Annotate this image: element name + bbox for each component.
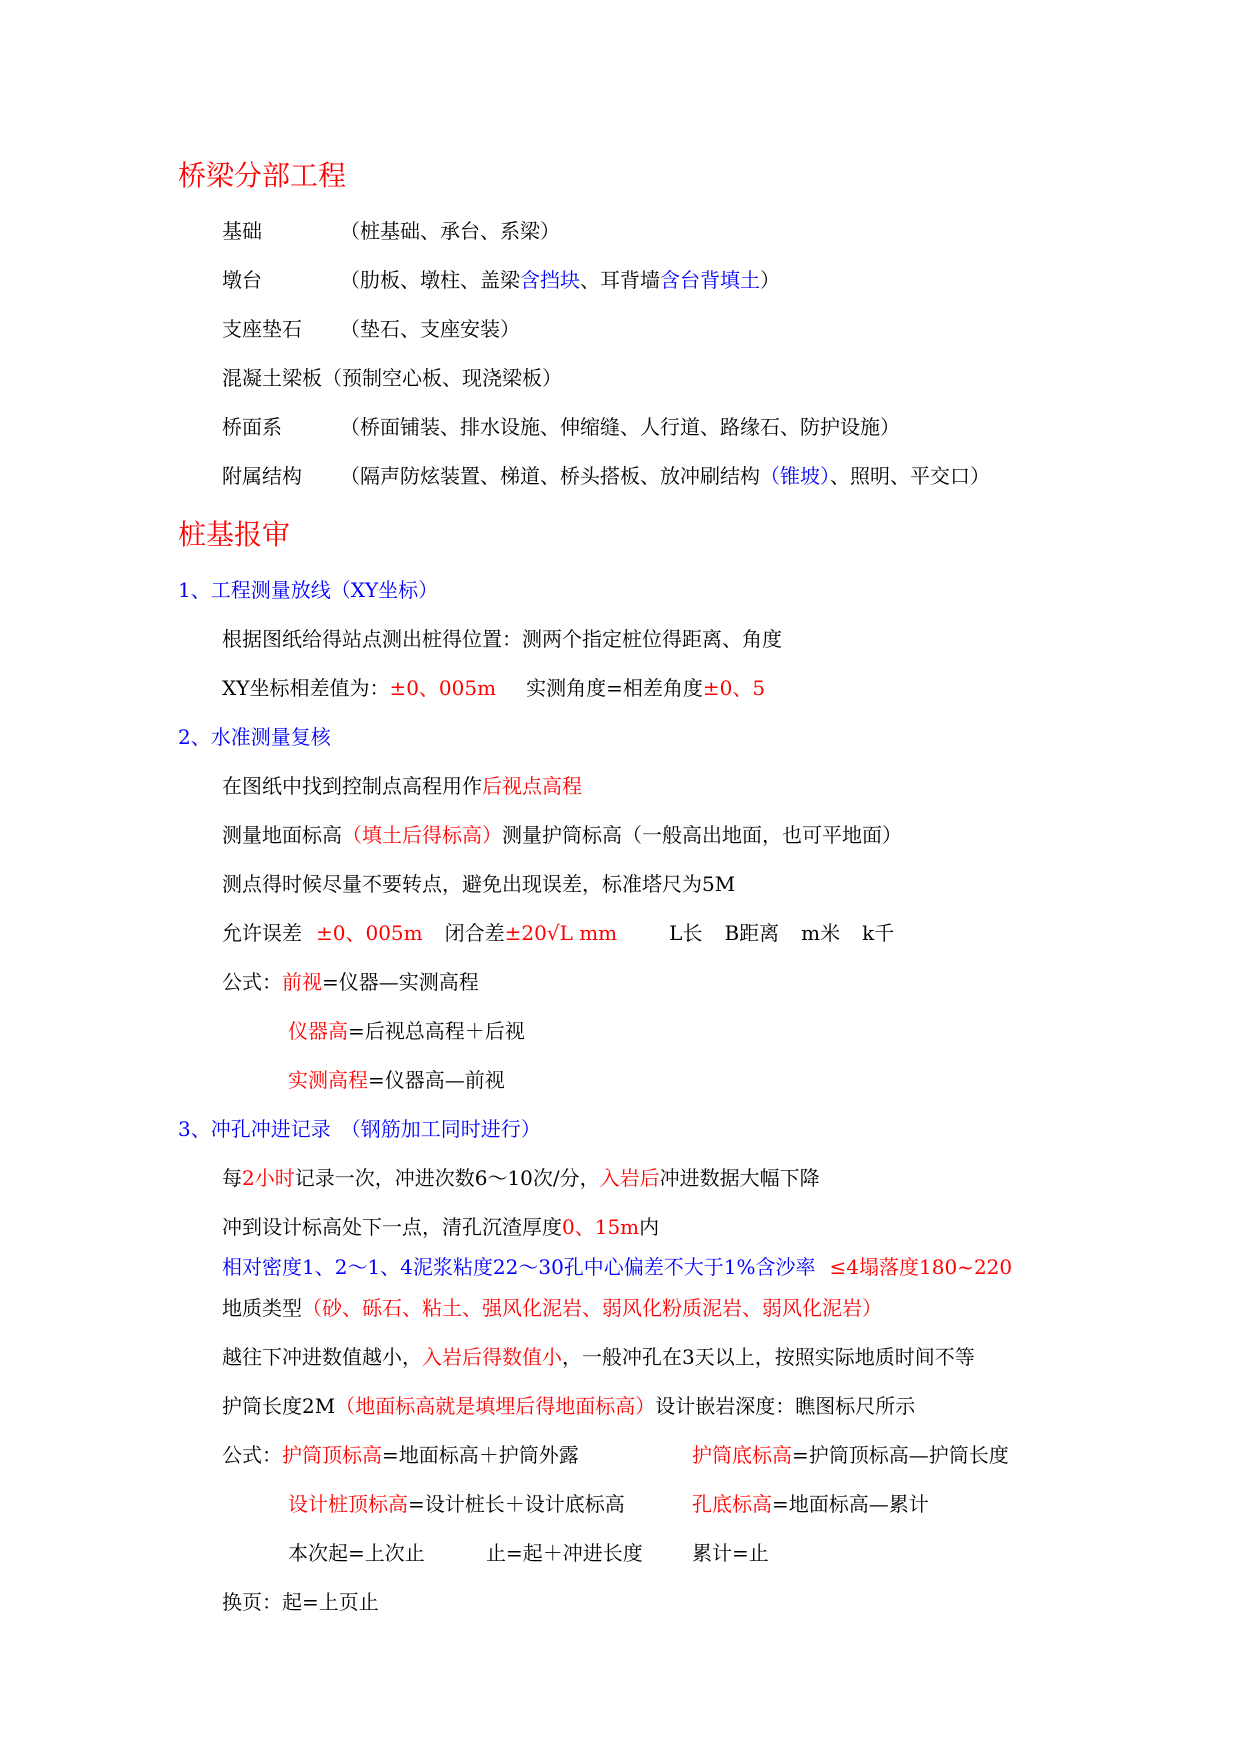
text: =仪器高—前视 xyxy=(368,1068,505,1092)
item3-line4 xyxy=(222,1294,882,1322)
item1-line1: 根据图纸给得站点测出桩得位置：测两个指定桩位得距离、角度 xyxy=(222,627,782,651)
row-text: （预制空心板、现浇梁板） xyxy=(322,366,562,390)
text: m米 xyxy=(801,921,841,945)
item1-line2 xyxy=(222,674,765,702)
item2-line3: 测点得时候尽量不要转点，避免出现误差，标准塔尺为5M xyxy=(222,872,736,896)
section-title-bridge: 桥梁分部工程 xyxy=(178,159,347,192)
text-red: 仪器高 xyxy=(288,1019,348,1043)
item3-formula1-left xyxy=(222,1441,579,1469)
item3-line5 xyxy=(222,1343,975,1371)
text: 地质类型 xyxy=(222,1296,302,1320)
text: k千 xyxy=(862,921,895,945)
text: =仪器—实测高程 xyxy=(322,970,479,994)
text: 在图纸中找到控制点高程用作 xyxy=(222,774,482,798)
item2-line1 xyxy=(222,772,582,800)
item2-line2 xyxy=(222,821,902,849)
text-red: 0、15m xyxy=(562,1215,640,1239)
section-title-pile: 桩基报审 xyxy=(178,518,291,551)
text: 测量护筒标高（一般高出地面，也可平地面） xyxy=(502,823,902,847)
row-text: （隔声防炫装置、梯道、桥头搭板、放冲刷结构 xyxy=(340,464,760,488)
item3-formula3-a: 本次起=上次止 xyxy=(288,1541,425,1565)
text-red: ≤4塌落度180~220 xyxy=(829,1255,1013,1279)
text: 冲到设计标高处下一点，清孔沉渣厚度 xyxy=(222,1215,562,1239)
formula-label: 公式： xyxy=(222,970,282,994)
item2-formula1 xyxy=(222,968,479,996)
row-text: 、耳背墙 xyxy=(580,268,660,292)
row-text-blue: 含挡块 xyxy=(520,268,580,292)
item3-line2 xyxy=(222,1213,659,1241)
text: B距离 xyxy=(724,921,780,945)
text-blue: 相对密度1、2～1、4泥浆粘度22～30孔中心偏差不大于1%含沙率 xyxy=(222,1255,816,1279)
text: =地面标高＋护筒外露 xyxy=(382,1443,579,1467)
text-red: （砂、砾石、粘土、强风化泥岩、弱风化粉质泥岩、弱风化泥岩） xyxy=(302,1296,882,1320)
text-red: 入岩后 xyxy=(599,1166,660,1190)
row-text-blue: （锥坡） xyxy=(760,464,830,488)
row-label: 墩台 xyxy=(222,268,262,292)
item3-formula2-right xyxy=(692,1490,929,1518)
row-beam xyxy=(222,364,562,392)
text: 闭合差 xyxy=(444,921,505,945)
item3-formula4: 换页：起=上页止 xyxy=(222,1590,379,1614)
row-pier xyxy=(222,266,780,294)
text: 设计嵌岩深度：瞧图标尺所示 xyxy=(655,1394,916,1418)
text: =地面标高—累计 xyxy=(772,1492,929,1516)
row-text: ） xyxy=(760,268,780,292)
text-red: 孔底标高 xyxy=(692,1492,772,1516)
text-red: ±0、005m xyxy=(316,921,423,945)
item2-formula2 xyxy=(288,1017,525,1045)
item-title-3: 3、冲孔冲进记录 （钢筋加工同时进行） xyxy=(178,1117,541,1141)
item3-line1 xyxy=(222,1164,820,1192)
text-red: ±0、005m xyxy=(389,676,497,700)
text: 护筒长度2M xyxy=(222,1394,336,1418)
text-red: 实测高程 xyxy=(288,1068,368,1092)
row-text-blue: 含台背填土 xyxy=(660,268,760,292)
row-label: 混凝土梁板 xyxy=(222,366,322,390)
text: 越往下冲进数值越小， xyxy=(222,1345,422,1369)
text: 记录一次，冲进次数6～10次/分， xyxy=(294,1166,600,1190)
item2-formula3 xyxy=(288,1066,505,1094)
text: =后视总高程＋后视 xyxy=(348,1019,525,1043)
row-ancillary xyxy=(222,462,990,490)
item3-formula2-left xyxy=(288,1490,625,1518)
row-foundation xyxy=(222,217,560,245)
text: XY坐标相差值为： xyxy=(222,676,390,700)
text-red: 前视 xyxy=(282,970,322,994)
row-label: 支座垫石 xyxy=(222,317,302,341)
text: 测量地面标高 xyxy=(222,823,342,847)
formula-label: 公式： xyxy=(222,1443,282,1467)
row-text: （垫石、支座安装） xyxy=(340,317,520,341)
text: L长 xyxy=(669,921,703,945)
text: =设计桩长＋设计底标高 xyxy=(408,1492,625,1516)
text-red: 2小时 xyxy=(242,1166,295,1190)
text: 冲进数据大幅下降 xyxy=(659,1166,820,1190)
text: 实测角度=相差角度 xyxy=(526,676,703,700)
item3-formula3-c: 累计=止 xyxy=(692,1541,769,1565)
item-title-2: 2、水准测量复核 xyxy=(178,725,331,749)
text-red: 设计桩顶标高 xyxy=(288,1492,408,1516)
row-text: （肋板、墩柱、盖梁 xyxy=(340,268,520,292)
row-text: （桥面铺装、排水设施、伸缩缝、人行道、路缘石、防护设施） xyxy=(340,415,900,439)
row-label: 基础 xyxy=(222,219,262,243)
item3-line6 xyxy=(222,1392,915,1420)
row-bearing xyxy=(222,315,520,343)
text-red: （填土后得标高） xyxy=(342,823,502,847)
row-text: 、照明、平交口） xyxy=(830,464,990,488)
text: 内 xyxy=(639,1215,660,1239)
item3-formula1-right xyxy=(692,1441,1009,1469)
row-text: （桩基础、承台、系梁） xyxy=(340,219,560,243)
item-title-1: 1、工程测量放线（XY坐标） xyxy=(178,578,439,602)
item2-line4 xyxy=(222,919,894,947)
row-deck xyxy=(222,413,900,441)
item3-line3 xyxy=(222,1253,1012,1281)
text-red: ±0、5 xyxy=(702,676,766,700)
text-red: 护筒底标高 xyxy=(692,1443,792,1467)
text-red: （地面标高就是填埋后得地面标高） xyxy=(335,1394,656,1418)
text-red: ±20√L mm xyxy=(504,921,618,945)
text: 允许误差 xyxy=(222,921,302,945)
text-red: 入岩后得数值小 xyxy=(422,1345,562,1369)
text: =护筒顶标高—护筒长度 xyxy=(792,1443,1009,1467)
text: 每 xyxy=(222,1166,242,1190)
row-label: 桥面系 xyxy=(222,415,282,439)
row-label: 附属结构 xyxy=(222,464,302,488)
text: ，一般冲孔在3天以上，按照实际地质时间不等 xyxy=(562,1345,975,1369)
text-red: 后视点高程 xyxy=(482,774,582,798)
item3-formula3-b: 止=起＋冲进长度 xyxy=(486,1541,643,1565)
text-red: 护筒顶标高 xyxy=(282,1443,382,1467)
